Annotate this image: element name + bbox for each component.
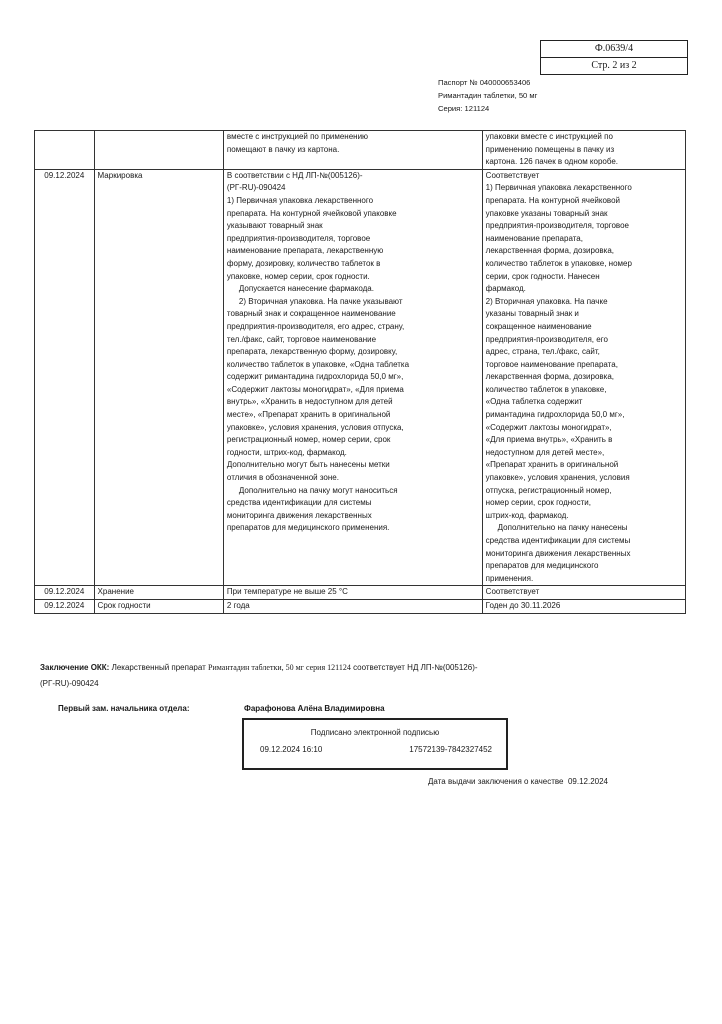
date-cell: 09.12.2024 bbox=[35, 169, 95, 586]
text-line: «Одна таблетка содержит bbox=[485, 397, 583, 407]
text-line: недоступном для детей месте», bbox=[485, 447, 605, 457]
text-line: упаковке», условия хранения, условия bbox=[485, 473, 630, 483]
conclusion bbox=[40, 660, 580, 692]
text-line: мониторинга движения лекарственных bbox=[485, 548, 631, 558]
passport-product: Римантадин таблетки, 50 мг bbox=[438, 91, 538, 100]
text-line: «Для приема внутрь», «Хранить в bbox=[485, 435, 613, 445]
text-line: содержит римантадина гидрохлорида 50,0 мг», bbox=[226, 372, 404, 382]
text-line: Допускается нанесение фармакода. bbox=[238, 284, 374, 294]
text-line: 2) Вторичная упаковка. На пачке bbox=[485, 296, 608, 306]
text-line: картона. 126 пачек в одном коробе. bbox=[485, 157, 619, 167]
text-line: средства идентификации для системы bbox=[485, 536, 631, 545]
text-line: количество таблеток в упаковке, bbox=[485, 384, 607, 394]
text-line: 1) Первичная упаковка лекарственного bbox=[226, 195, 374, 205]
text-line: сокращенное наименование bbox=[485, 321, 592, 331]
text-line: штрих-код, фармакод. bbox=[485, 510, 569, 520]
table-row bbox=[35, 599, 686, 613]
text-line: внутрь», «Хранить в недоступном для детей bbox=[226, 397, 393, 407]
text-line: В соответствии с НД ЛП-№(005126)- bbox=[226, 170, 363, 180]
text-line: вместе с инструкцией по применению bbox=[226, 132, 369, 141]
text-line: «Содержит лактозы моногидрат», «Для приема bbox=[226, 384, 404, 394]
result-cell: Годен до 30.11.2026 bbox=[482, 599, 685, 613]
conclusion-text-part1: Лекарственный препарат bbox=[111, 663, 206, 672]
text-line: товарный знак и сокращенное наименование bbox=[226, 309, 396, 319]
date-cell: 09.12.2024 bbox=[35, 586, 95, 600]
text-line: Дополнительно на пачку нанесены bbox=[497, 523, 628, 533]
requirement-cell bbox=[223, 131, 482, 170]
text-line: годности, штрих-код, фармакод. bbox=[226, 447, 347, 457]
text-line: упаковки вместе с инструкцией по bbox=[485, 132, 613, 141]
text-line: препарата. На контурной ячейковой упаковке bbox=[226, 208, 397, 218]
text-line: серии, срок годности. Нанесен bbox=[485, 271, 600, 281]
param-cell: Маркировка bbox=[94, 169, 223, 586]
result-cell bbox=[482, 131, 685, 170]
page-number: Стр. 2 из 2 bbox=[541, 57, 687, 74]
text-line: регистрационный номер, номер серии, срок bbox=[226, 435, 391, 445]
conclusion-text-part2: соответствует НД ЛП-№(005126)- bbox=[353, 663, 478, 672]
text-line: месте», «Препарат хранить в оригинальной bbox=[226, 410, 391, 420]
text-line: лекарственная форма, дозировка, bbox=[485, 372, 615, 382]
esig-number: 17572139-7842327452 bbox=[409, 745, 492, 754]
text-line: применению помещены в пачку из bbox=[485, 144, 615, 154]
text-line: отличия в обозначенной зоне. bbox=[226, 473, 339, 483]
text-line: препарата, лекарственную форму, дозировку, bbox=[226, 347, 398, 357]
text-line: количество таблеток в упаковке, номер bbox=[485, 258, 632, 268]
form-code: Ф.0639/4 bbox=[594, 43, 634, 54]
esig-title: Подписано электронной подписью bbox=[310, 728, 440, 737]
text-line: указывают товарный знак bbox=[226, 221, 323, 231]
text-line: мониторинга движения лекарственных bbox=[226, 510, 372, 520]
result-cell bbox=[482, 169, 685, 586]
date-cell bbox=[35, 131, 95, 170]
requirement-cell bbox=[223, 169, 482, 586]
electronic-signature-stamp bbox=[242, 718, 508, 770]
text-line: применения. bbox=[485, 573, 534, 583]
result-cell: Соответствует bbox=[482, 586, 685, 600]
text-line: Дополнительно на пачку могут наноситься bbox=[238, 485, 398, 495]
param-cell: Срок годности bbox=[94, 599, 223, 613]
form-code-box bbox=[540, 40, 688, 75]
conclusion-text-line2: (РГ-RU)-090424 bbox=[40, 679, 99, 688]
text-line: Дополнительно могут быть нанесены метки bbox=[226, 460, 390, 470]
conclusion-label: Заключение ОКК: bbox=[40, 663, 110, 672]
text-line: отпуска, регистрационный номер, bbox=[485, 485, 612, 495]
requirement-cell: 2 года bbox=[223, 599, 482, 613]
passport-number: Паспорт № 040000653406 bbox=[438, 78, 531, 87]
passport-header bbox=[438, 76, 537, 115]
date-cell: 09.12.2024 bbox=[35, 599, 95, 613]
issue-date: 09.12.2024 bbox=[567, 777, 609, 786]
text-line: 1) Первичная упаковка лекарственного bbox=[485, 183, 632, 193]
text-line: торговое наименование препарата, bbox=[485, 359, 618, 369]
text-line: форму, дозировку, количество таблеток в bbox=[226, 258, 381, 268]
text-line: препаратов для медицинского bbox=[485, 561, 599, 571]
quality-table bbox=[34, 130, 686, 614]
param-cell bbox=[94, 131, 223, 170]
text-line: предприятия-производителя, торговое bbox=[226, 233, 371, 243]
table-row bbox=[35, 169, 686, 586]
param-cell: Хранение bbox=[94, 586, 223, 600]
table-row bbox=[35, 586, 686, 600]
text-line: препаратов для медицинского применения. bbox=[226, 523, 390, 533]
text-line: упаковке указаны товарный знак bbox=[485, 208, 608, 218]
text-line: адрес, страна, тел./факс, сайт, bbox=[485, 347, 600, 357]
text-line: 2) Вторичная упаковка. На пачке указывают bbox=[238, 296, 403, 306]
text-line: «Препарат хранить в оригинальной bbox=[485, 460, 619, 470]
text-line: предприятия-производителя, его адрес, страну, bbox=[226, 321, 405, 331]
table-row bbox=[35, 131, 686, 170]
text-line: упаковке, номер серии, срок годности. bbox=[226, 271, 370, 281]
text-line: тел./факс, сайт, торговое наименование bbox=[226, 334, 377, 344]
text-line: наименование препарата, bbox=[485, 233, 583, 243]
conclusion-product: Римантадин таблетки, 50 мг серия 121124 bbox=[208, 663, 351, 672]
issue-date-line bbox=[428, 777, 608, 786]
text-line: препарата. На контурной ячейковой bbox=[485, 195, 620, 205]
text-line: «Содержит лактозы моногидрат», bbox=[485, 422, 612, 432]
text-line: номер серии, срок годности, bbox=[485, 498, 591, 508]
signer-title: Первый зам. начальника отдела: bbox=[58, 704, 190, 713]
text-line: упаковке», условия хранения, условия отпуска, bbox=[226, 422, 404, 432]
signer-name: Фарафонова Алёна Владимировна bbox=[244, 704, 385, 713]
passport-series: Серия: 121124 bbox=[438, 104, 490, 113]
text-line: римантадина гидрохлорида 50,0 мг», bbox=[485, 410, 625, 420]
requirement-cell: При температуре не выше 25 °С bbox=[223, 586, 482, 600]
text-line: фармакод. bbox=[485, 284, 526, 294]
text-line: количество таблеток в упаковке, «Одна таблетка bbox=[226, 359, 410, 369]
text-line: средства идентификации для системы bbox=[226, 498, 372, 508]
text-line: предприятия-производителя, торговое bbox=[485, 221, 629, 231]
text-line: наименование препарата, лекарственную bbox=[226, 246, 384, 256]
text-line: помещают в пачку из картона. bbox=[226, 144, 340, 154]
issue-label: Дата выдачи заключения о качестве bbox=[428, 777, 564, 786]
text-line: предприятия-производителя, его bbox=[485, 334, 608, 344]
text-line: Соответствует bbox=[485, 170, 540, 180]
text-line: (РГ-RU)-090424 bbox=[226, 183, 286, 193]
esig-date: 09.12.2024 16:10 bbox=[260, 745, 323, 754]
text-line: лекарственная форма, дозировка, bbox=[485, 246, 615, 256]
text-line: указаны товарный знак и bbox=[485, 309, 579, 319]
